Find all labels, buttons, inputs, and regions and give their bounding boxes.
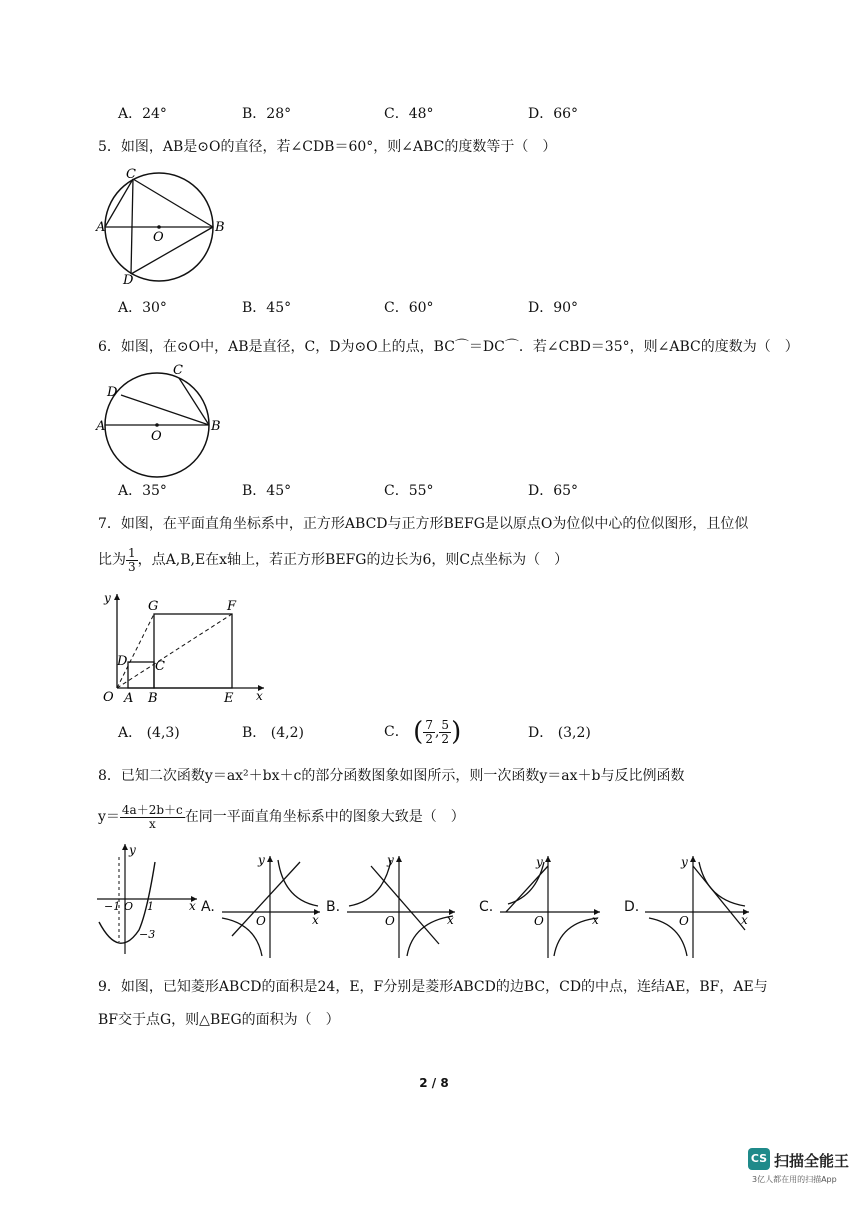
q5-option-d: D．90° (528, 300, 579, 316)
q5-stem: 5．如图，AB是⊙O的直径，若∠CDB＝60°，则∠ABC的度数等于（ ） (98, 139, 557, 155)
q7-option-d: D． (3,2) (528, 725, 591, 741)
q7-label-x: x (256, 689, 263, 703)
svg-text:y: y (387, 853, 394, 867)
q8-choice-b-label: B. (326, 899, 341, 915)
svg-text:O: O (256, 914, 266, 928)
q5-label-o: O (153, 230, 164, 245)
watermark-name: 扫描全能王 (774, 1152, 850, 1170)
q7-label-a: A (124, 691, 134, 706)
q8-graph-label-x: x (189, 899, 196, 913)
q6-option-c: C．55° (384, 483, 434, 499)
q8-stem-line1: 8．已知二次函数y＝ax²＋bx＋c的部分函数图象如图所示，则一次函数y＝ax＋b与反比例函数 (98, 768, 685, 784)
q8-stem-y: y＝ (98, 809, 120, 825)
svg-text:O: O (534, 914, 544, 928)
q8-choice-b-graph (343, 852, 463, 962)
q8-fraction: $\frac{4a+2b+c}{x}$ (121, 802, 183, 831)
q8-choice-a-graph (218, 852, 328, 962)
q8-graph-label-neg1: −1 (104, 900, 121, 913)
svg-text:x: x (741, 913, 748, 927)
q8-parabola-graph (95, 842, 205, 962)
q6-label-d: D (107, 385, 118, 400)
q6-stem: 6．如图，在⊙O中，AB是直径，C，D为⊙O上的点，BC⌒＝DC⌒．若∠CBD＝35°，则∠ABC的度数为（ ） (98, 339, 799, 355)
q4-option-b: B．28° (242, 106, 292, 122)
q7-stem-post: ，点A,B,E在x轴上，若正方形BEFG的边长为6，则C点坐标为（ ） (137, 552, 569, 568)
svg-text:x: x (592, 913, 599, 927)
q7-label-g: G (148, 599, 159, 614)
q9-stem-line1: 9．如图，已知菱形ABCD的面积是24，E，F分别是菱形ABCD的边BC，CD的中点，连结AE，BF，AE与 (98, 979, 768, 995)
camscanner-logo-icon: CS (748, 1148, 770, 1170)
q6-option-a: A．35° (118, 483, 167, 499)
q8-choice-a-label: A. (201, 899, 215, 915)
q6-circle-figure (95, 362, 230, 480)
svg-text:x: x (312, 913, 319, 927)
svg-text:O: O (679, 914, 689, 928)
q8-choice-c-graph (496, 852, 606, 962)
q8-choice-d-graph (641, 852, 756, 962)
q6-label-o: O (151, 429, 162, 444)
q4-option-a: A．24° (118, 106, 167, 122)
q6-label-b: B (211, 419, 221, 434)
q5-circle-figure (95, 168, 235, 288)
q5-label-b: B (215, 220, 225, 235)
q7-option-b: B． (4,2) (242, 725, 304, 741)
q5-label-c: C (126, 168, 136, 182)
q7-ratio: $\frac{1}{3}$ (128, 545, 136, 574)
q5-label-d: D (123, 273, 134, 288)
q7-label-e: E (224, 691, 234, 706)
q9-stem-line2: BF交于点G，则△BEG的面积为（ ） (98, 1012, 340, 1028)
q6-option-b: B．45° (242, 483, 292, 499)
svg-text:x: x (447, 913, 454, 927)
page-number: 2 / 8 (419, 1076, 449, 1090)
q8-graph-label-y: y (129, 843, 136, 857)
q7-label-o: O (103, 690, 114, 705)
q8-choice-c-label: C. (479, 899, 494, 915)
q8-graph-label-neg3: −3 (139, 928, 156, 941)
q7-option-a: A． (4,3) (118, 725, 180, 741)
q4-option-c: C．48° (384, 106, 434, 122)
q8-stem-post: 在同一平面直角坐标系中的图象大致是（ ） (184, 809, 465, 825)
q6-label-a: A (96, 419, 106, 434)
q5-option-a: A．30° (118, 300, 167, 316)
q7-label-b: B (148, 691, 158, 706)
q6-option-d: D．65° (528, 483, 579, 499)
q4-option-d: D．66° (528, 106, 579, 122)
svg-text:y: y (536, 855, 543, 869)
q7-label-y: y (104, 591, 111, 605)
q5-option-b: B．45° (242, 300, 292, 316)
watermark-subtitle: 3亿人都在用的扫描App (752, 1175, 837, 1184)
q5-option-c: C．60° (384, 300, 434, 316)
q7-option-c: C． ( $\frac{7}{2}$ , $\frac{5}{2}$ ) (384, 717, 462, 747)
q7-label-f: F (227, 599, 237, 614)
q7-label-c: C (155, 659, 165, 674)
q7-stem-line2 (98, 545, 568, 575)
q8-graph-label-1: 1 (147, 900, 154, 913)
q7-stem-line1: 7．如图，在平面直角坐标系中，正方形ABCD与正方形BEFG是以原点O为位似中心的位似图形，且位似 (98, 516, 749, 532)
svg-text:O: O (385, 914, 395, 928)
q7-label-d: D (117, 654, 128, 669)
q7-coordinate-figure (98, 588, 270, 710)
q6-label-c: C (173, 363, 183, 378)
q5-label-a: A (96, 220, 106, 235)
q8-graph-label-o: O (124, 900, 134, 913)
q8-choice-d-label: D. (624, 899, 640, 915)
q7-stem-pre: 比为 (98, 552, 126, 568)
q8-stem-line2 (98, 800, 465, 834)
svg-text:y: y (681, 855, 688, 869)
svg-text:y: y (258, 853, 265, 867)
